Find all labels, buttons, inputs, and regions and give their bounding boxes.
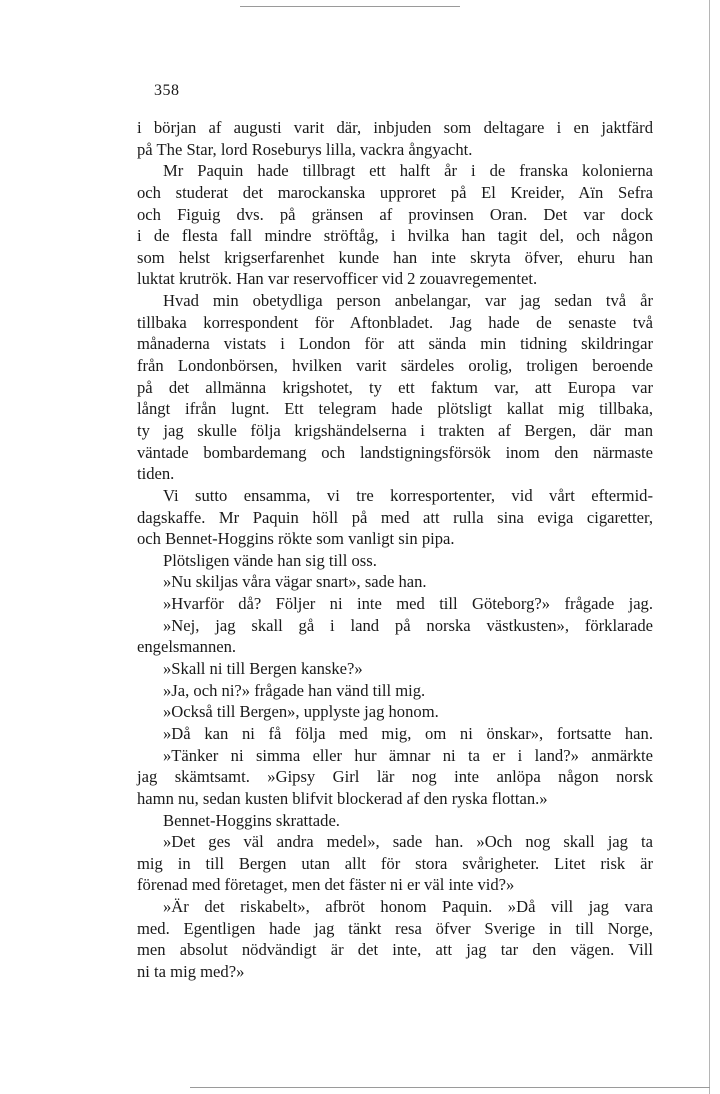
text-line: på The Star, lord Roseburys lilla, vackra ångyacht. (137, 139, 473, 159)
text-line: i de flesta fall mindre ströftåg, i hvilka han tagit del, och någon (137, 226, 653, 246)
text-line: som helst krigserfarenhet kunde han inte skryta öfver, ehuru han (137, 247, 653, 267)
text-line: från Londonbörsen, hvilken varit särdeles orolig, troligen beroende (137, 356, 653, 376)
text-line: »Det ges väl andra medel», sade han. »Och nog skall jag ta (163, 832, 653, 852)
text-line: men absolut nödvändigt är det inte, att jag tar den vägen. Vill (137, 940, 653, 960)
bottom-scan-rule (190, 1087, 710, 1088)
text-line: Plötsligen vände han sig till oss. (163, 550, 377, 570)
text-line: »Är det riskabelt», afbröt honom Paquin. »Då vill jag vara (163, 897, 653, 917)
text-line: med. Egentligen hade jag tänkt resa öfver Sverige in till Norge, (137, 918, 653, 938)
text-line: väntade bombardemang och landstigningsförsök inom den närmaste (137, 442, 653, 462)
text-line: ty jag skulle följa krigshändelserna i trakten af Bergen, där man (137, 420, 653, 440)
text-line: engelsmannen. (137, 637, 237, 657)
text-line: jag skämtsamt. »Gipsy Girl lär nog inte anlöpa någon norsk (137, 767, 653, 787)
text-line: månaderna vistats i London för att sända min tidning skildringar (137, 334, 653, 354)
text-line: ni ta mig med?» (137, 961, 245, 981)
text-line: på det allmänna krigshotet, ty ett faktum var, att Europa var (137, 377, 653, 397)
text-line: förenad med företaget, men det fäster ni er väl inte vid?» (137, 875, 515, 895)
page-number: 358 (154, 82, 180, 99)
top-scan-rule (240, 6, 460, 7)
text-line: Vi sutto ensamma, vi tre korresportenter, vid vårt eftermid- (163, 485, 653, 505)
text-line: mig in till Bergen utan allt för stora svårigheter. Litet risk är (137, 853, 653, 873)
text-line: »Hvarför då? Följer ni inte med till Göteborg?» frågade jag. (163, 594, 653, 614)
text-line: tillbaka korrespondent för Aftonbladet. Jag hade de senaste två (137, 312, 653, 332)
text-line: i början af augusti varit där, inbjuden som deltagare i en jaktfärd (137, 118, 653, 137)
text-line: »Tänker ni simma eller hur ämnar ni ta er i land?» anmärkte (163, 745, 653, 765)
text-line: Hvad min obetydliga person anbelangar, var jag sedan två år (163, 291, 653, 311)
body-text (137, 117, 653, 983)
text-line: »Också till Bergen», upplyste jag honom. (163, 702, 439, 722)
text-line: luktat krutrök. Han var reservofficer vid 2 zouavregementet. (137, 269, 538, 289)
text-line: långt ifrån lugnt. Ett telegram hade plötsligt kallat mig tillbaka, (137, 399, 653, 419)
text-line: tiden. (137, 464, 175, 484)
text-line: Mr Paquin hade tillbragt ett halft år i de franska kolonierna (163, 161, 653, 181)
text-line: dagskaffe. Mr Paquin höll på med att rulla sina eviga cigaretter, (137, 507, 653, 527)
text-line: och studerat det marockanska upproret på El Kreider, Aïn Sefra (137, 182, 653, 202)
text-line: och Bennet-Hoggins rökte som vanligt sin pipa. (137, 529, 455, 549)
text-line: »Nu skiljas våra vägar snart», sade han. (163, 572, 427, 592)
text-line: »Då kan ni få följa med mig, om ni önskar», fortsatte han. (163, 723, 653, 743)
text-line: hamn nu, sedan kusten blifvit blockerad af den ryska flottan.» (137, 788, 548, 808)
text-line: »Skall ni till Bergen kanske?» (163, 659, 363, 679)
text-line: »Nej, jag skall gå i land på norska västkusten», förklarade (163, 615, 653, 635)
text-line: och Figuig dvs. på gränsen af provinsen Oran. Det var dock (137, 204, 653, 224)
text-line: Bennet-Hoggins skrattade. (163, 810, 340, 830)
right-scan-edge (709, 0, 710, 1094)
text-line: »Ja, och ni?» frågade han vänd till mig. (163, 680, 426, 700)
